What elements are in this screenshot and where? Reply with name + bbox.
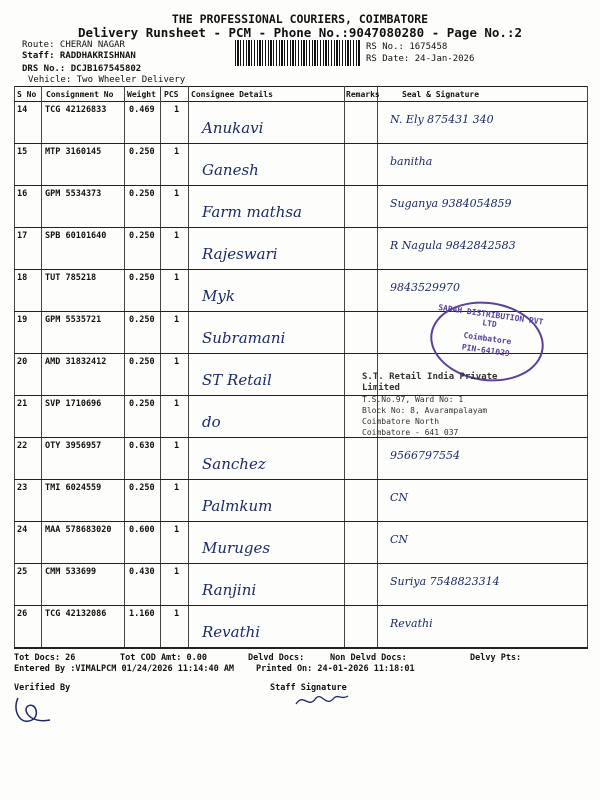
row-pcs: 1 <box>174 567 180 577</box>
row-pcs: 1 <box>174 357 180 367</box>
row-signature: 9843529970 <box>390 281 460 294</box>
row-consignee: Sanchez <box>202 455 266 473</box>
printed-on: Printed On: 24-01-2026 11:18:01 <box>256 664 415 674</box>
table-bottom-border <box>14 648 588 649</box>
staff-signature-mark <box>292 690 352 712</box>
row-consignee: Farm mathsa <box>202 203 302 221</box>
row-divider <box>14 605 588 606</box>
row-sno: 20 <box>17 357 28 367</box>
rs-number: RS No.: 1675458 <box>366 42 448 52</box>
row-weight: 0.600 <box>129 525 155 535</box>
row-weight: 0.250 <box>129 189 155 199</box>
tot-docs: Tot Docs: 26 <box>14 653 76 663</box>
row-consignee: Rajeswari <box>202 245 278 263</box>
row-consignment: CMM 533699 <box>45 567 97 577</box>
row-sno: 25 <box>17 567 28 577</box>
row-pcs: 1 <box>174 315 180 325</box>
staff-label: Staff: RADDHAKRISHNAN <box>22 51 136 61</box>
row-consignment: GPM 5535721 <box>45 315 102 325</box>
col-consignee: Consignee Details <box>191 90 273 99</box>
row-pcs: 1 <box>174 273 180 283</box>
row-signature: CN <box>390 491 409 504</box>
row-divider <box>14 521 588 522</box>
row-weight: 0.430 <box>129 567 155 577</box>
header-bottom-border <box>14 101 588 102</box>
row-consignment: SPB 60101640 <box>45 231 107 241</box>
row-weight: 0.630 <box>129 441 155 451</box>
row-divider <box>14 143 588 144</box>
row-weight: 0.250 <box>129 399 155 409</box>
row-sno: 17 <box>17 231 28 241</box>
row-consignee: Revathi <box>202 623 261 641</box>
row-sno: 24 <box>17 525 28 535</box>
row-consignee: Myk <box>202 287 235 305</box>
row-divider <box>14 185 588 186</box>
row-pcs: 1 <box>174 525 180 535</box>
stamp-pin: PIN-641029 <box>461 342 511 359</box>
staff-signature-label: Staff Signature <box>270 683 347 693</box>
row-signature: banitha <box>390 155 433 168</box>
delvd-docs: Delvd Docs: <box>248 653 305 663</box>
row-pcs: 1 <box>174 609 180 619</box>
runsheet-title: Delivery Runsheet - PCM - Phone No.:9047080280 - Page No.:2 <box>77 25 522 40</box>
table-top-border <box>14 86 588 87</box>
vehicle-label: Vehicle: Two Wheeler Delivery <box>28 75 186 85</box>
seal-line: Coimbatore North <box>362 417 440 426</box>
row-consignee: do <box>202 413 221 431</box>
row-pcs: 1 <box>174 147 180 157</box>
col-sno: S No <box>17 90 37 99</box>
seal-line: T.S.No.97, Ward No: 1 <box>362 395 464 404</box>
row-consignment: OTY 3956957 <box>45 441 102 451</box>
row-consignee: ST Retail <box>202 371 272 389</box>
entered-by: Entered By :VIMALPCM 01/24/2026 11:14:40 AM <box>14 664 235 674</box>
row-consignment: TMI 6024559 <box>45 483 102 493</box>
row-sno: 14 <box>17 105 28 115</box>
row-divider <box>14 563 588 564</box>
verified-by-label: Verified By <box>14 683 71 693</box>
row-signature: Suganya 9384054859 <box>390 197 512 210</box>
row-divider <box>14 269 588 270</box>
barcode <box>235 40 361 66</box>
row-divider <box>14 647 588 648</box>
row-pcs: 1 <box>174 105 180 115</box>
row-sno: 26 <box>17 609 28 619</box>
row-weight: 0.250 <box>129 483 155 493</box>
retail-seal <box>362 372 537 438</box>
row-pcs: 1 <box>174 231 180 241</box>
col-pcs: PCS <box>164 90 179 99</box>
row-signature: Suriya 7548823314 <box>390 575 500 588</box>
col-seal-signature: Seal & Signature <box>402 90 480 99</box>
delvy-pts: Delvy Pts: <box>470 653 522 663</box>
non-delvd-docs: Non Delvd Docs: <box>330 653 407 663</box>
drs-number: DRS No.: DCJB167545802 <box>22 64 142 74</box>
row-divider <box>14 479 588 480</box>
row-sno: 18 <box>17 273 28 283</box>
col-weight: Weight <box>127 90 156 99</box>
col-remarks: Remarks <box>346 90 380 99</box>
row-weight: 1.160 <box>129 609 155 619</box>
row-consignment: TUT 785218 <box>45 273 97 283</box>
row-sno: 22 <box>17 441 28 451</box>
row-consignment: AMD 31832412 <box>45 357 107 367</box>
row-sno: 16 <box>17 189 28 199</box>
row-consignment: TCG 42126833 <box>45 105 107 115</box>
row-pcs: 1 <box>174 483 180 493</box>
row-weight: 0.250 <box>129 315 155 325</box>
seal-line: Block No: 8, Avarampalayam <box>362 406 488 415</box>
tot-cod-amt: Tot COD Amt: 0.00 <box>120 653 207 663</box>
row-weight: 0.250 <box>129 147 155 157</box>
row-pcs: 1 <box>174 399 180 409</box>
row-divider <box>14 227 588 228</box>
row-weight: 0.250 <box>129 357 155 367</box>
company-name: THE PROFESSIONAL COURIERS, COIMBATORE <box>171 12 429 26</box>
seal-company: S.T. Retail India Private Limited <box>362 372 498 393</box>
row-signature: R Nagula 9842842583 <box>390 239 516 252</box>
row-signature: 9566797554 <box>390 449 460 462</box>
row-consignee: Anukavi <box>202 119 264 137</box>
row-signature: Revathi <box>390 617 433 630</box>
row-consignment: TCG 42132086 <box>45 609 107 619</box>
row-sno: 21 <box>17 399 28 409</box>
row-pcs: 1 <box>174 189 180 199</box>
route-label: Route: CHERAN NAGAR <box>22 40 125 50</box>
row-signature: CN <box>390 533 409 546</box>
row-consignee: Ranjini <box>202 581 257 599</box>
row-signature: N. Ely 875431 340 <box>390 113 494 126</box>
row-weight: 0.469 <box>129 105 155 115</box>
row-weight: 0.250 <box>129 273 155 283</box>
row-sno: 19 <box>17 315 28 325</box>
rs-date: RS Date: 24-Jan-2026 <box>366 54 475 64</box>
row-pcs: 1 <box>174 441 180 451</box>
row-consignment: MTP 3160145 <box>45 147 102 157</box>
row-consignee: Ganesh <box>202 161 259 179</box>
row-sno: 15 <box>17 147 28 157</box>
stamp-ring-text: SARAH DISTRIBUTION PVT LTD <box>437 302 544 330</box>
row-weight: 0.250 <box>129 231 155 241</box>
stamp-city: Coimbatore <box>462 330 512 347</box>
col-consignment: Consignment No <box>46 90 114 99</box>
row-consignee: Subramani <box>202 329 286 347</box>
row-consignment: SVP 1710696 <box>45 399 102 409</box>
row-consignment: GPM 5534373 <box>45 189 102 199</box>
row-consignee: Palmkum <box>202 497 273 515</box>
row-consignee: Muruges <box>202 539 271 557</box>
seal-line: Coimbatore - 641 037 <box>362 428 459 437</box>
row-consignment: MAA 578683020 <box>45 525 112 535</box>
row-sno: 23 <box>17 483 28 493</box>
verifier-signature <box>10 690 70 730</box>
